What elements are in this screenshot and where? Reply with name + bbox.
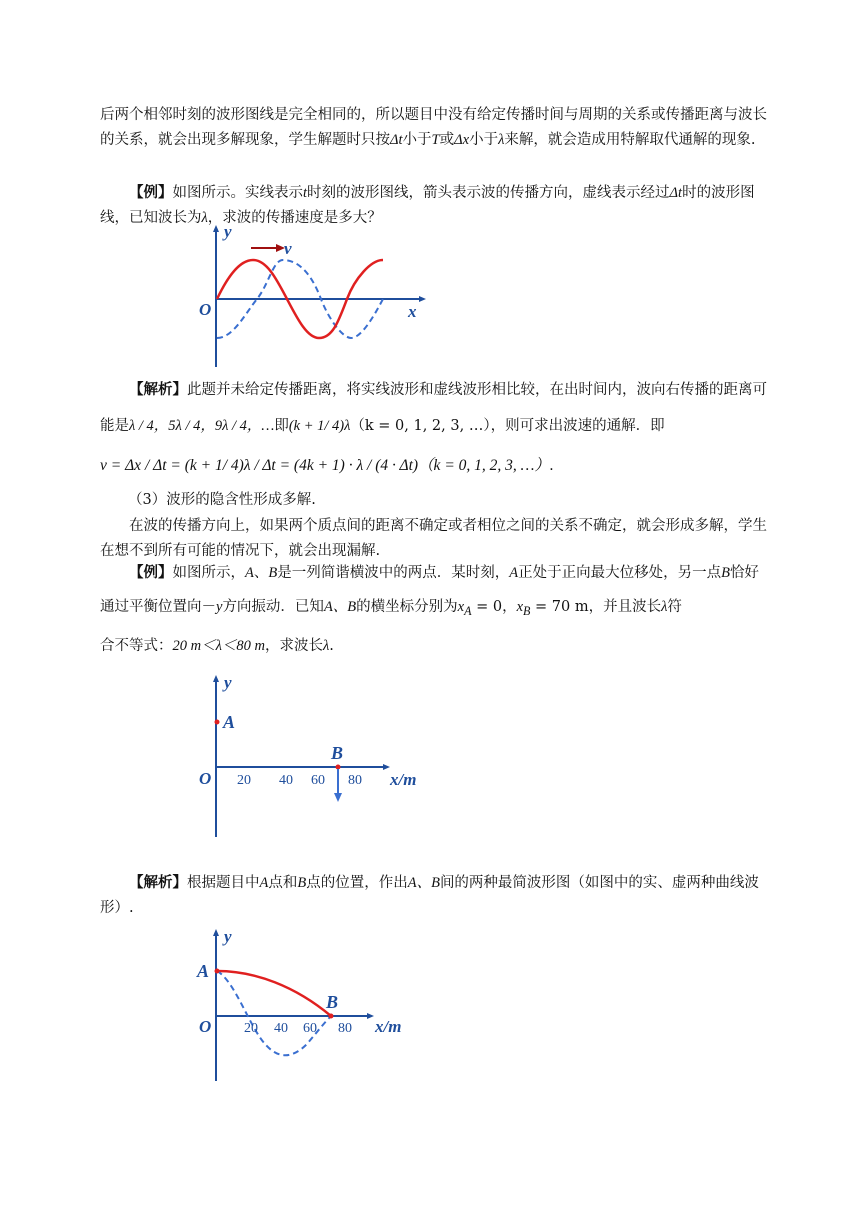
tick-20: 20 [237,773,251,788]
tick-20: 20 [244,1021,258,1036]
x-label: x [408,302,417,321]
tick-40: 40 [279,773,293,788]
velocity-equation: v = Δx / Δt = (k + 1/ 4)λ / Δt = (4k + 1) · λ / (4 · Δt)（k = 0, 1, 2, 3, …）. [100,457,554,474]
solution-2: 【解析】根据题目中A点和B点的位置，作出A、B间的两种最简波形图（如图中的实、虚两种曲线波形）. [100,874,759,916]
point-b-marker [329,1014,334,1019]
tick-60: 60 [311,773,325,788]
y-label: y [224,222,232,241]
point-b-label: B [326,992,339,1012]
point-a-label: A [223,712,236,732]
solid-wave [217,971,331,1016]
section-3-heading: （3）波形的隐含性形成多解. [128,492,316,508]
figure-points-ab [195,672,435,842]
example-1: 【例】如图所示。实线表示t时刻的波形图线，箭头表示波的传播方向，虚线表示经过Δt时的波形图线，已知波长为λ，求波的传播速度是多大？ [100,184,755,226]
origin-label: O [199,769,212,788]
dashed-wave [217,971,331,1055]
x-label: x/m [390,770,417,789]
solution-1: 【解析】此题并未给定传播距离，将实线波形和虚线波形相比较，在出时间内，波向右传播的距离可能是λ / 4，5λ / 4，9λ / 4，…即(k + 1/ 4)λ（k = 0, 1, 2, 3, …），则可求出波速的通解．即 [100,381,767,434]
origin-label: O [199,1017,212,1036]
tick-60: 60 [303,1021,317,1036]
example-2-inequality: 合不等式：20 m＜λ＜80 m，求波长λ. [100,638,334,654]
paragraph-multi-solution: 后两个相邻时刻的波形图线是完全相同的，所以题目中没有给定传播时间与周期的关系或传播距离与波长的关系，就会出现多解现象，学生解题时只按Δt小于T或Δx小于λ来解，就会造成用特解取代通解的现象. [100,107,767,148]
y-label: y [224,927,232,946]
point-b-marker [336,765,341,770]
v-label: v [284,239,292,258]
x-label: x/m [375,1017,402,1036]
example-2: 【例】如图所示，A、B是一列简谐横波中的两点．某时刻，A正处于正向最大位移处，另一点B恰好通过平衡位置向－y方向振动．已知A、B的横坐标分别为$x_A = 0$，$x_B = 70$ m，并且波长λ符 [100,564,759,618]
y-label: y [224,673,232,692]
origin-label: O [199,300,212,319]
tick-80: 80 [348,773,362,788]
tick-40: 40 [274,1021,288,1036]
tick-80: 80 [338,1021,352,1036]
figure-wave-1 [195,222,435,372]
figure-ab-waveforms [195,926,415,1086]
paragraph-hidden-waveform: 在波的传播方向上，如果两个质点间的距离不确定或者相位之间的关系不确定，就会形成多解，学生在想不到所有可能的情况下，就会出现漏解. [100,518,767,559]
point-b-label: B [331,743,344,763]
point-a-marker [215,969,220,974]
point-a-label: A [197,961,210,981]
point-a-marker [215,720,220,725]
